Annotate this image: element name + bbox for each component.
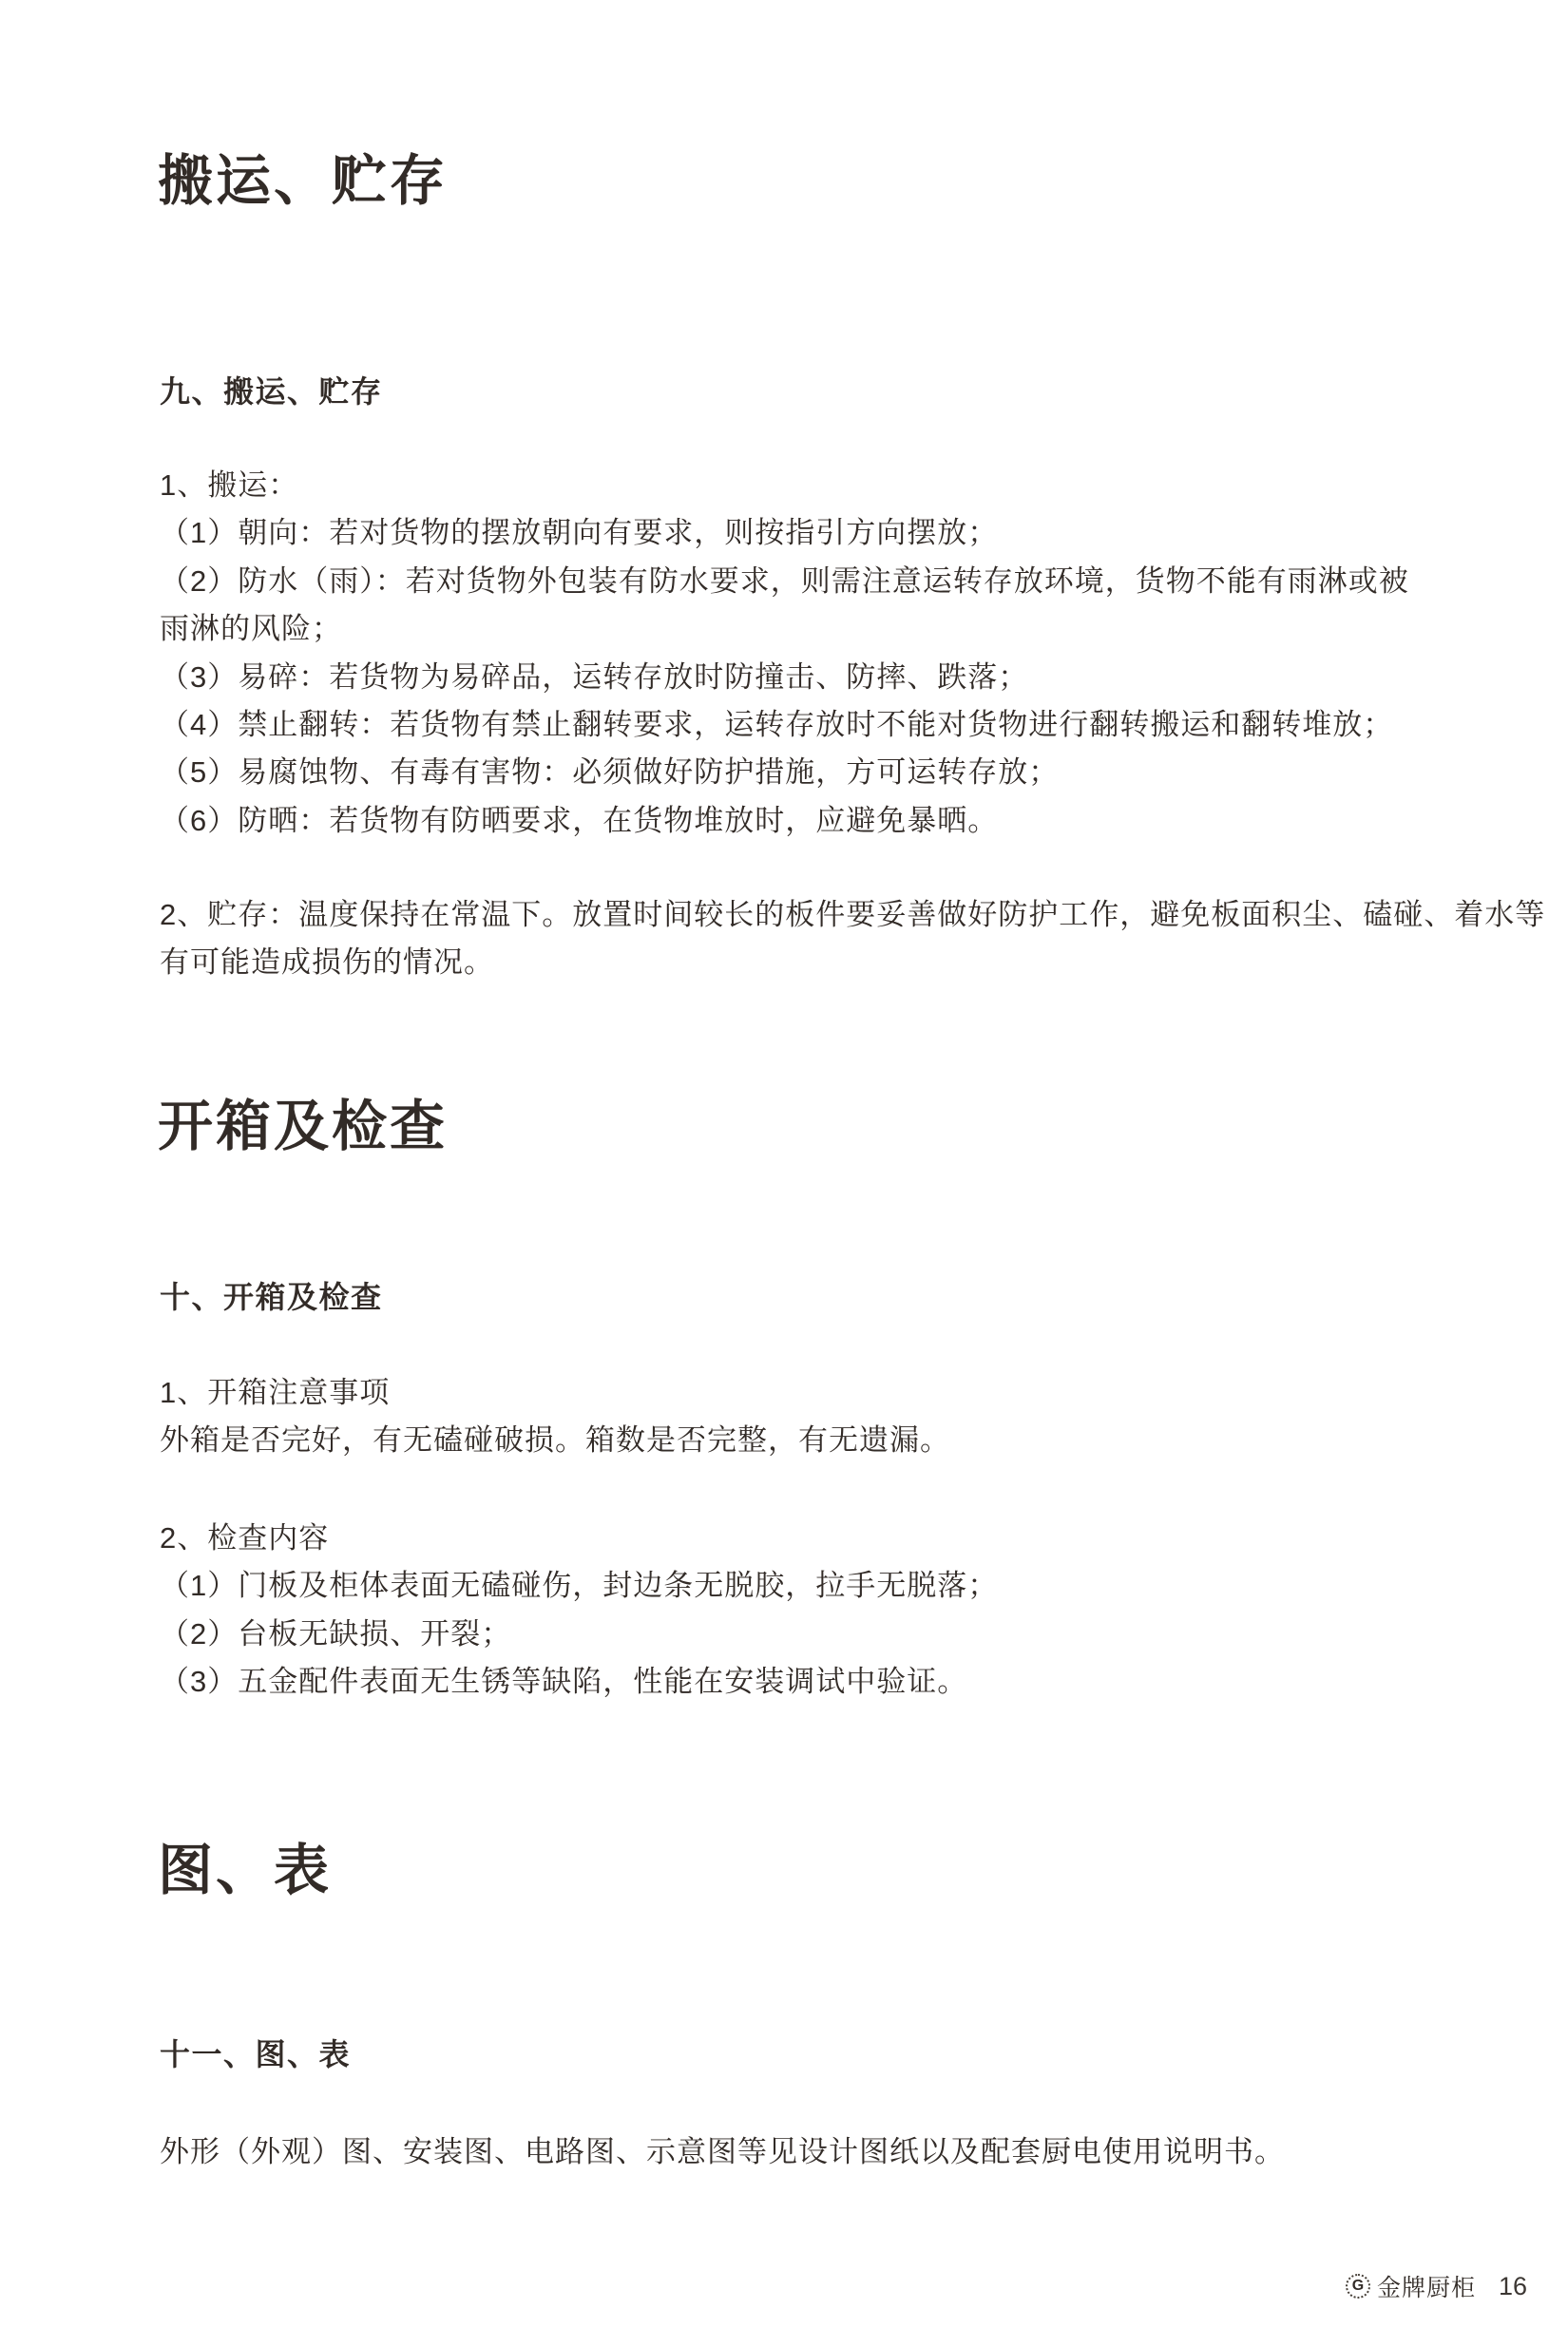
inspection-list [160, 1515, 998, 1707]
page-number: 16 [1498, 2271, 1527, 2300]
text-line: 雨淋的风险； [160, 612, 342, 646]
text-line: （1）门板及柜体表面无磕碰伤，封边条无脱胶，拉手无脱落； [160, 1569, 999, 1603]
section-heading-nine: 九、搬运、贮存 [160, 374, 383, 409]
page-title-handling-storage: 搬运、贮存 [158, 150, 449, 212]
page-title-unboxing-inspection: 开箱及检查 [158, 1096, 449, 1157]
text-line: 1、开箱注意事项 [160, 1376, 391, 1409]
text-line: （6）防晒：若货物有防晒要求，在货物堆放时，应避免暴晒。 [160, 803, 999, 837]
unboxing-notes [160, 1369, 950, 1465]
text-line: （5）易腐蚀物、有毒有害物：必须做好防护措施，方可运转存放； [160, 755, 1060, 790]
page-title-figures-tables: 图、表 [158, 1840, 333, 1901]
text-line: 外形（外观）图、安装图、电路图、示意图等见设计图纸以及配套厨电使用说明书。 [160, 2135, 1285, 2168]
text-line: （3）易碎：若货物为易碎品，运转存放时防撞击、防摔、跌落； [160, 659, 1029, 694]
text-line: 有可能造成损伤的情况。 [160, 945, 494, 980]
brand-logo-icon [1346, 2274, 1370, 2299]
text-line: 2、检查内容 [160, 1521, 330, 1555]
text-line: 外箱是否完好，有无磕碰破损。箱数是否完整，有无遗漏。 [160, 1423, 950, 1458]
section-heading-ten: 十、开箱及检查 [160, 1280, 383, 1314]
text-line: （1）朝向：若对货物的摆放朝向有要求，则按指引方向摆放； [160, 516, 999, 550]
brand-logo-letter: G [1351, 2278, 1365, 2294]
handling-list [160, 462, 1409, 845]
text-line: 2、贮存：温度保持在常温下。放置时间较长的板件要妥善做好防护工作，避免板面积尘、磕碰、着水等 [160, 898, 1546, 931]
text-line: （3）五金配件表面无生锈等缺陷，性能在安装调试中验证。 [160, 1665, 968, 1699]
text-line: （4）禁止翻转：若货物有禁止翻转要求，运转存放时不能对货物进行翻转搬运和翻转堆放； [160, 708, 1394, 742]
text-line: （2）防水（雨）：若对货物外包装有防水要求，则需注意运转存放环境，货物不能有雨淋或被 [160, 563, 1409, 598]
text-line: （2）台板无缺损、开裂； [160, 1616, 512, 1651]
brand-name: 金牌厨柜 [1376, 2275, 1476, 2301]
storage-paragraph [160, 891, 1545, 987]
section-heading-eleven: 十一、图、表 [160, 2037, 352, 2071]
page-footer [1346, 2269, 1527, 2303]
figures-tables-paragraph [160, 2128, 1285, 2176]
text-line: 1、搬运： [160, 468, 299, 502]
